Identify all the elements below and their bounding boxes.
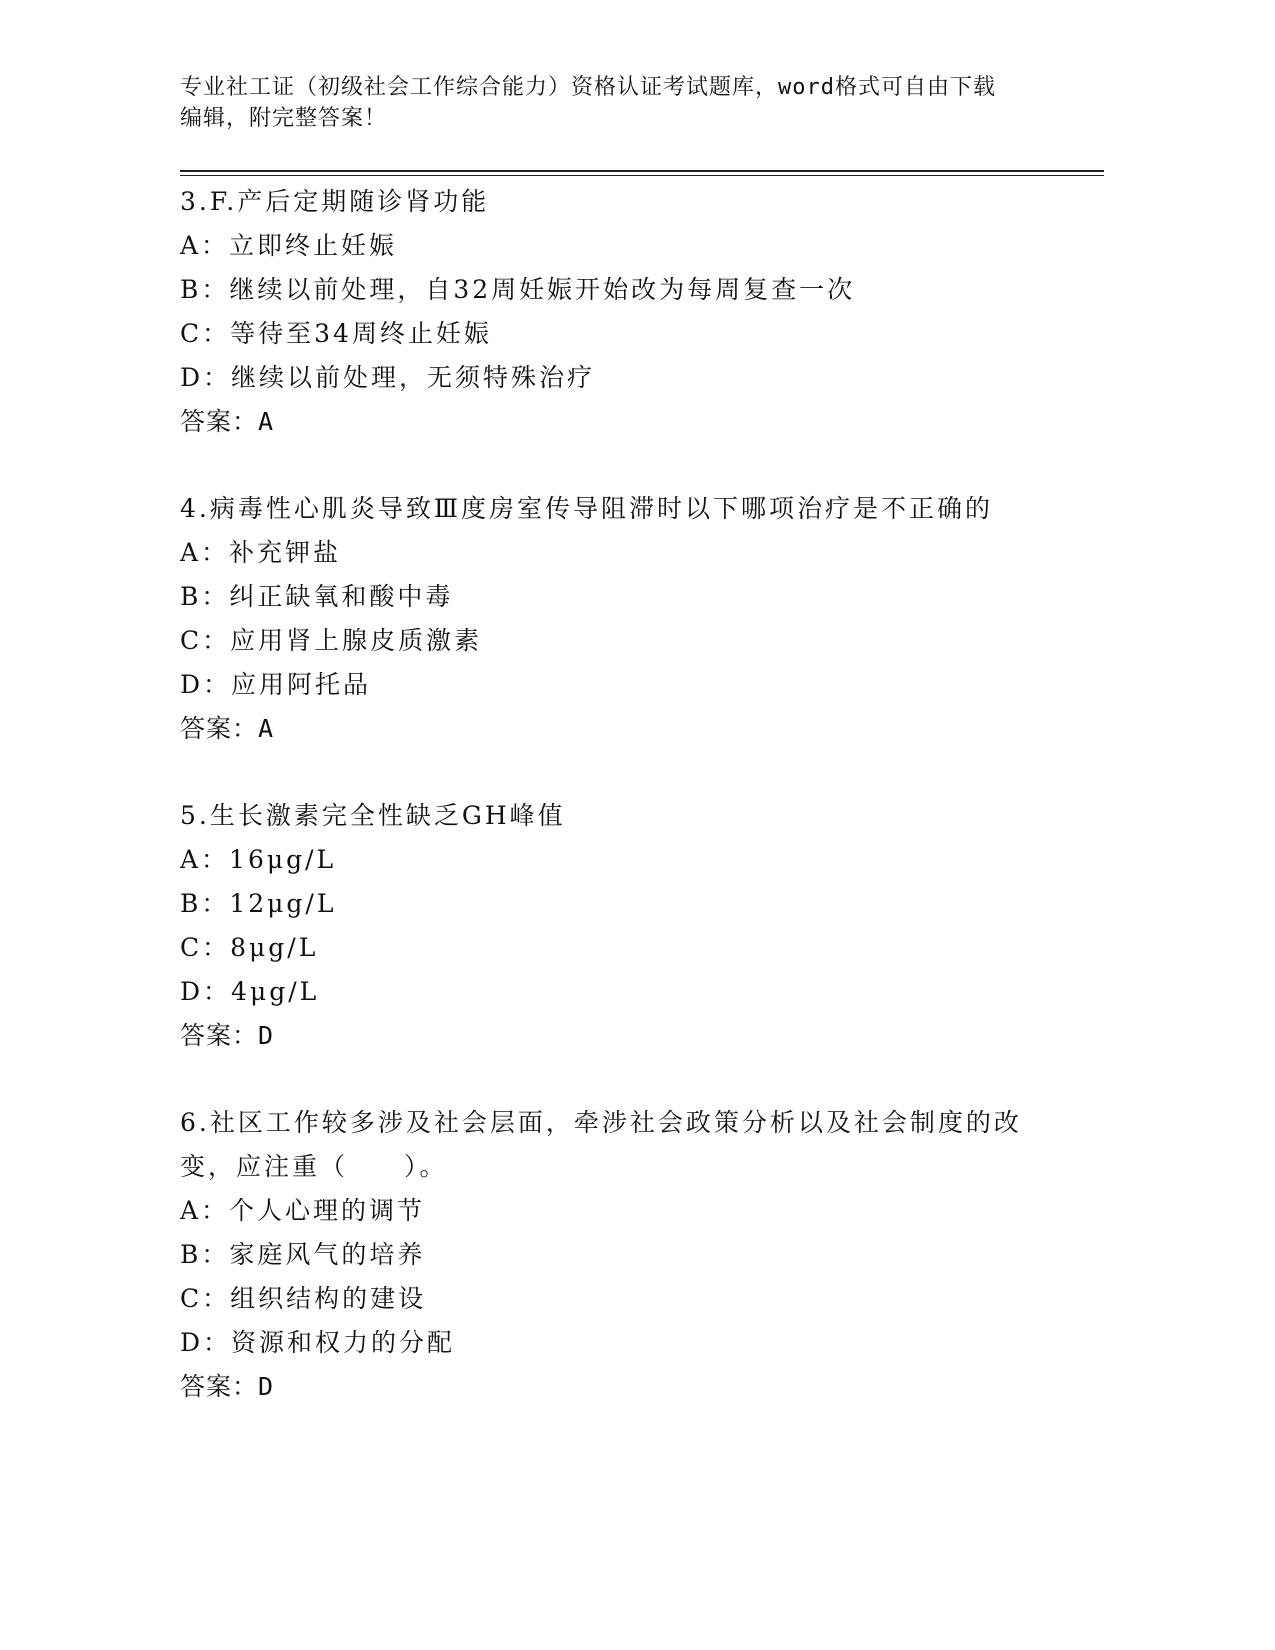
header-line-2: 编辑，附完整答案！ [180,106,388,131]
question-stem: 4.病毒性心肌炎导致Ⅲ度房室传导阻滞时以下哪项治疗是不正确的 [180,494,993,523]
question-stem: 3.F.产后定期随诊肾功能 [180,187,490,216]
option-d: D：资源和权力的分配 [180,1328,456,1357]
option-a: A：立即终止妊娠 [180,231,398,260]
answer-label: 答案：A [180,714,275,743]
answer-label: 答案：D [180,1021,275,1050]
answer-label: 答案：D [180,1372,275,1401]
option-c: C：等待至34周终止妊娠 [180,319,492,348]
question-5 [180,794,1060,1058]
option-b: B：12μg/L [180,889,337,918]
option-c: C：应用肾上腺皮质激素 [180,626,483,655]
option-d: D：继续以前处理，无须特殊治疗 [180,363,596,392]
option-b: B：纠正缺氧和酸中毒 [180,582,454,611]
answer-label: 答案：A [180,407,275,436]
document-header [180,72,1060,134]
header-divider-thick [180,170,1104,172]
option-d: D：4μg/L [180,977,320,1006]
question-stem: 6.社区工作较多涉及社会层面，牵涉社会政策分析以及社会制度的改变，应注重（ ）。 [180,1108,1022,1181]
option-c: C：8μg/L [180,933,319,962]
question-list [180,180,1060,1452]
option-a: A：16μg/L [180,845,337,874]
option-b: B：家庭风气的培养 [180,1240,426,1269]
header-line-1: 专业社工证（初级社会工作综合能力）资格认证考试题库，word格式可自由下载 [180,75,996,100]
question-6 [180,1101,1060,1409]
question-stem: 5.生长激素完全性缺乏GH峰值 [180,801,566,830]
header-divider-thin [180,175,1104,176]
option-d: D：应用阿托品 [180,670,372,699]
option-a: A：补充钾盐 [180,538,342,567]
question-3 [180,180,1060,444]
option-b: B：继续以前处理，自32周妊娠开始改为每周复查一次 [180,275,856,304]
option-c: C：组织结构的建设 [180,1284,427,1313]
question-4 [180,487,1060,751]
option-a: A：个人心理的调节 [180,1196,426,1225]
